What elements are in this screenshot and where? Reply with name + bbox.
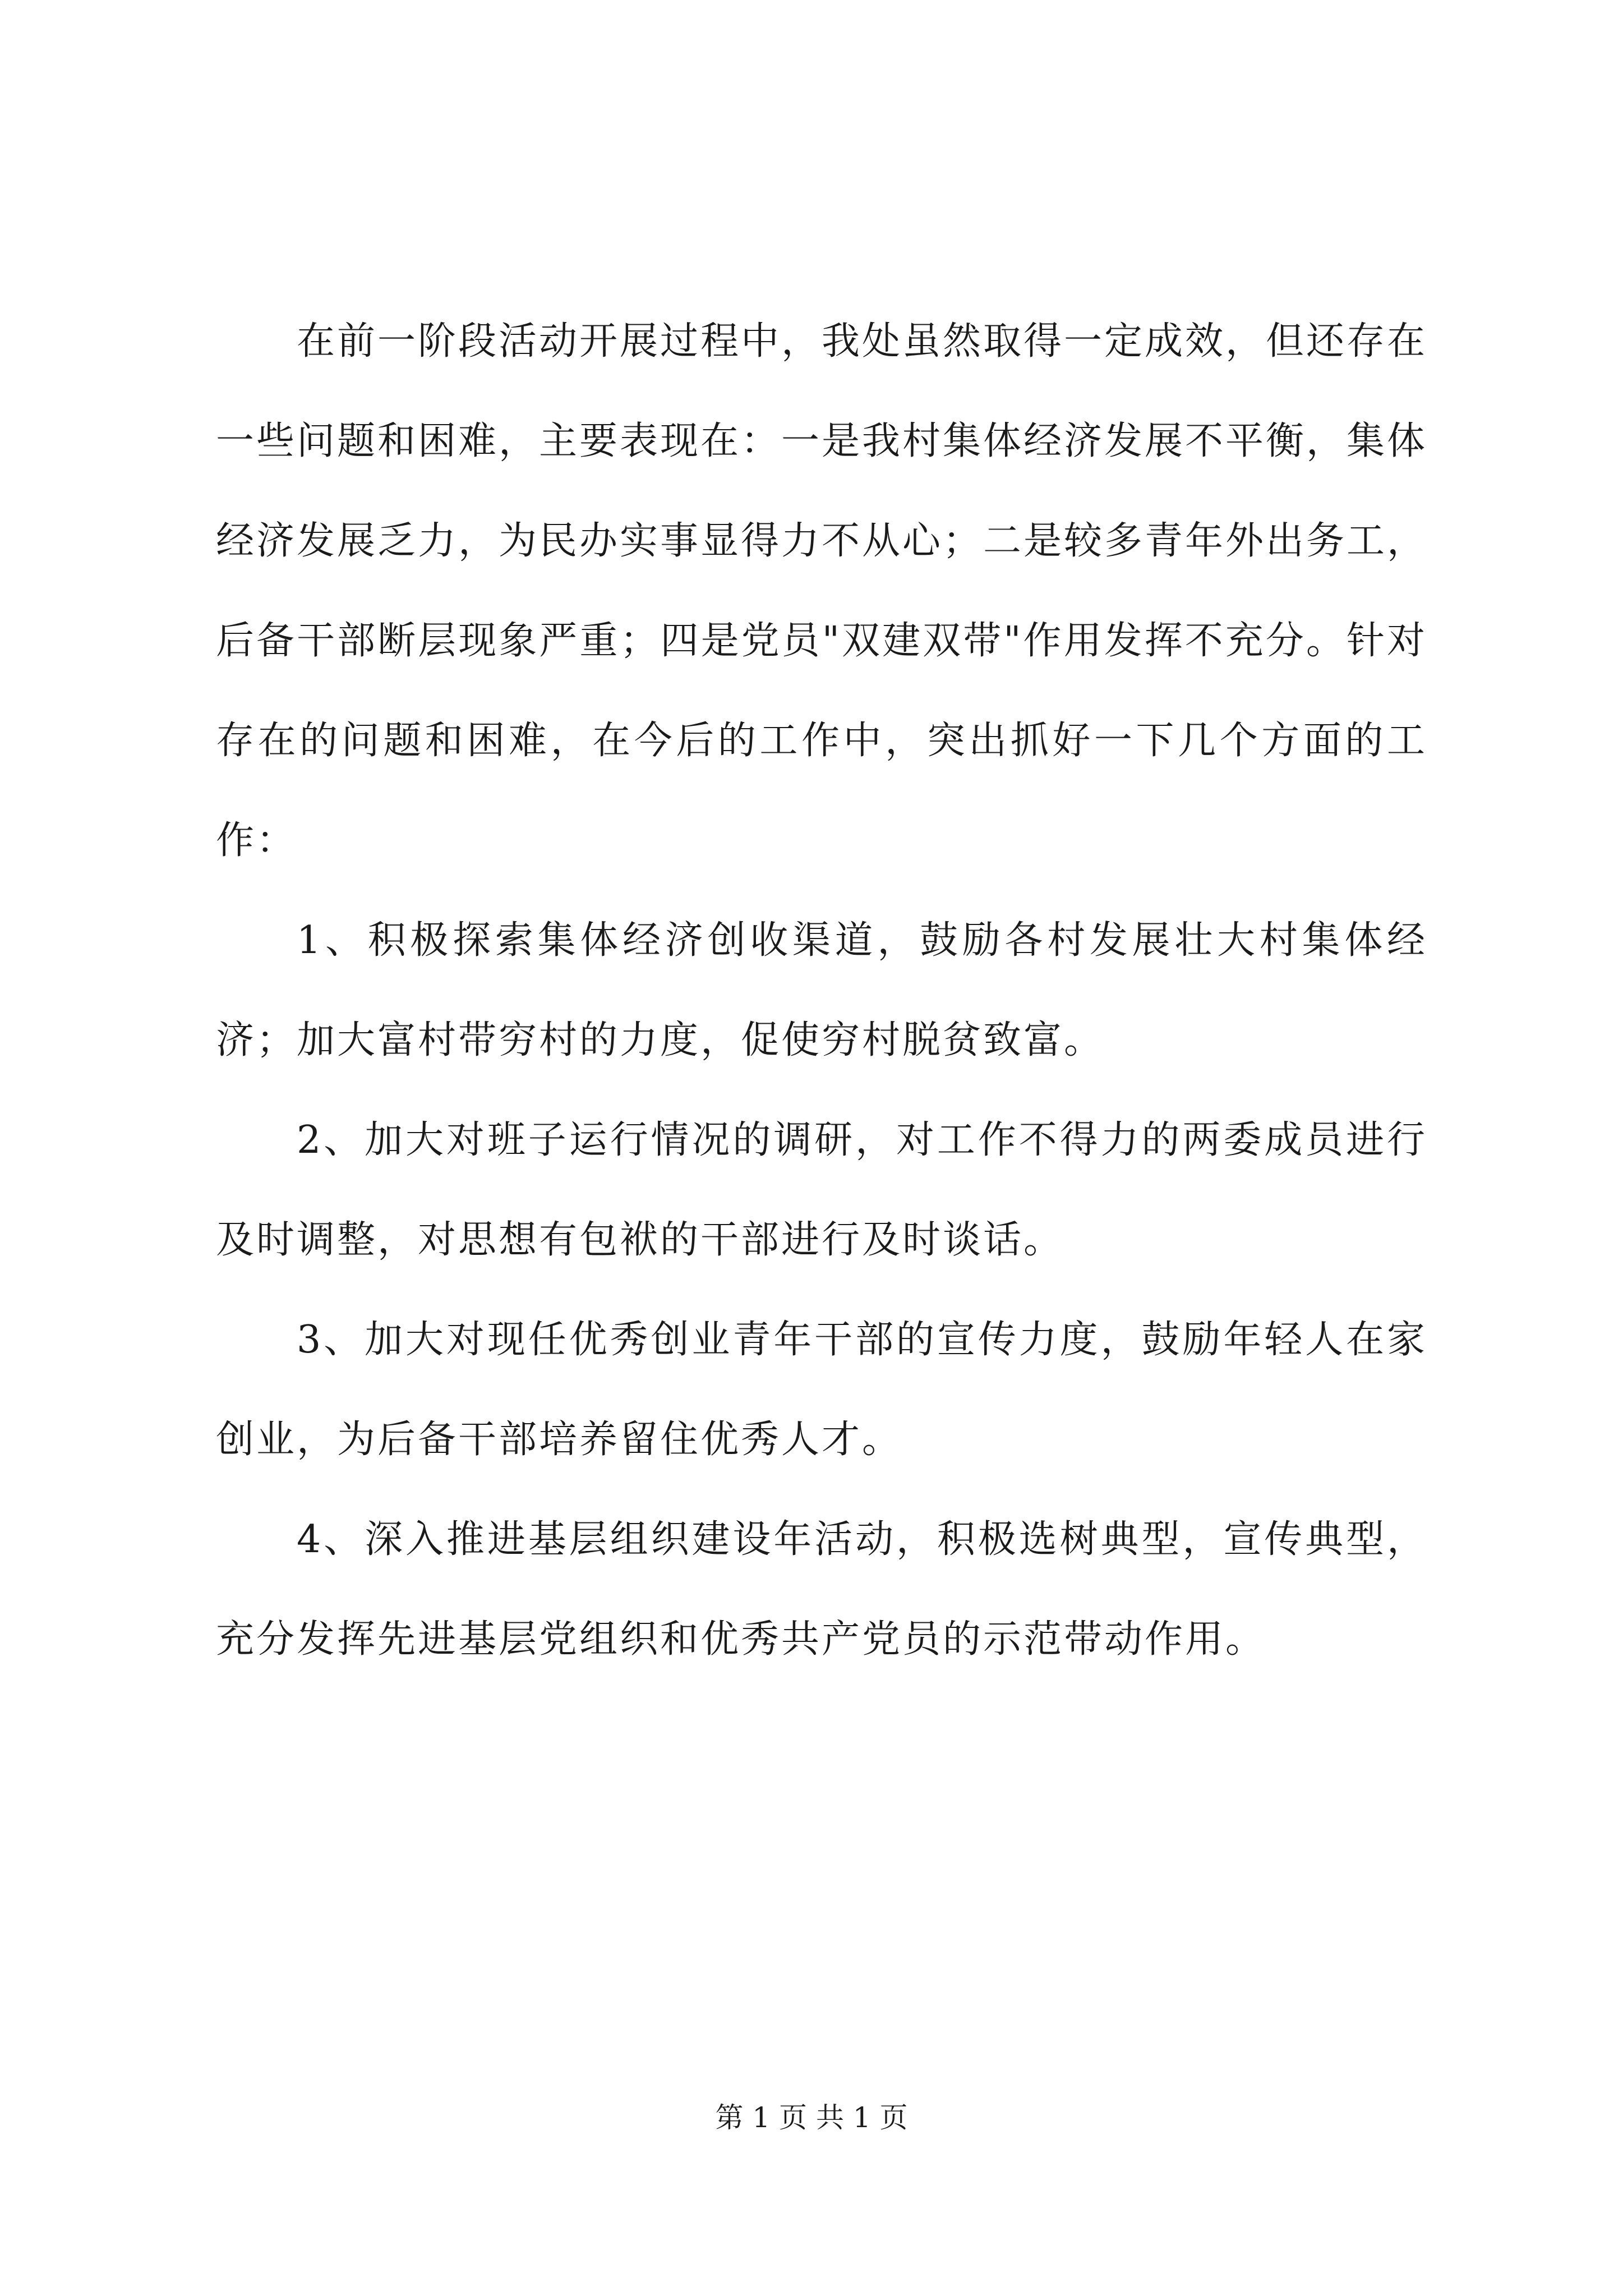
paragraph-item-1: 1、积极探索集体经济创收渠道，鼓励各村发展壮大村集体经济；加大富村带穷村的力度，促使穷村脱贫致富。 xyxy=(216,918,1427,1062)
page-number-footer: 第 1 页 共 1 页 xyxy=(715,2101,908,2134)
document-body xyxy=(216,292,1427,1690)
paragraph-item-3: 3、加大对现任优秀创业青年干部的宣传力度，鼓励年轻人在家创业，为后备干部培养留住优秀人才。 xyxy=(216,1318,1427,1462)
paragraph-intro: 在前一阶段活动开展过程中，我处虽然取得一定成效，但还存在一些问题和困难，主要表现在：一是我村集体经济发展不平衡，集体经济发展乏力，为民办实事显得力不从心；二是较多青年外出务工，后备干部断层现象严重；四是党员"双建双带"作用发挥不充分。针对存在的问题和困难，在今后的工作中，突出抓好一下几个方面的工作： xyxy=(216,319,1428,863)
paragraph-item-4: 4、深入推进基层组织建设年活动，积极选树典型，宣传典型，充分发挥先进基层党组织和优秀共产党员的示范带动作用。 xyxy=(216,1517,1427,1662)
paragraph-item-2: 2、加大对班子运行情况的调研，对工作不得力的两委成员进行及时调整，对思想有包袱的干部进行及时谈话。 xyxy=(216,1118,1427,1262)
